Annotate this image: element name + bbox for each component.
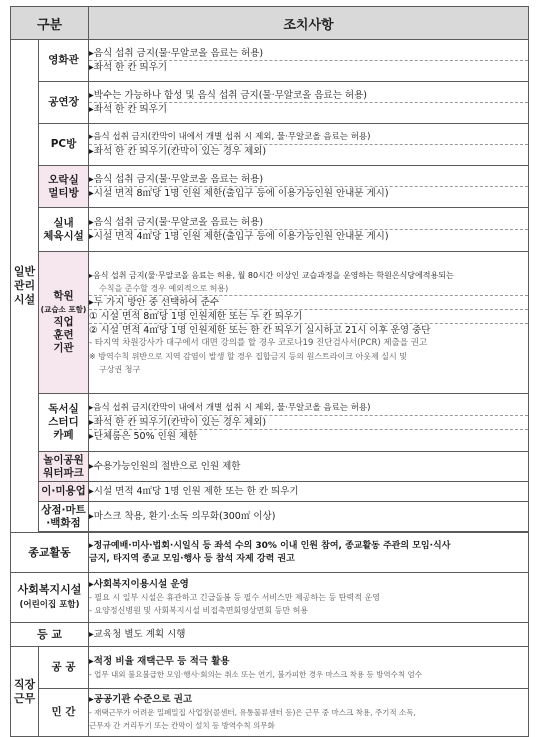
park-line: ▸수용가능인원의 절반으로 인원 제한 xyxy=(89,461,241,472)
venue-mart xyxy=(39,502,89,532)
row-mart xyxy=(11,502,529,532)
mart-name-2: ·백화점 xyxy=(46,516,81,529)
welfare-label-2: (어린이집 포함) xyxy=(19,600,80,610)
row-religion xyxy=(11,533,529,573)
row-pc-room xyxy=(11,124,529,166)
study-cafe-line-1: ▸음식 섭취 금지(칸막이 내에서 개별 섭취 시 제외, 물·무알코올 음료는 허용) xyxy=(89,403,371,413)
header-category: 구분 xyxy=(11,7,89,40)
academy-line-1b: 수칙을 준수할 경우 예외적으로 허용) xyxy=(99,284,229,293)
academy-name-1: 학원 xyxy=(53,290,74,302)
venue-study-cafe xyxy=(39,394,89,452)
row-academy xyxy=(11,252,529,394)
header-measures: 조치사항 xyxy=(89,7,529,40)
welfare-line-2: - 필요 시 일부 시설은 휴관하고 긴급돌봄 등 필수 서비스만 제공하는 등 탄력적 운영 xyxy=(89,593,380,602)
row-amusement-park xyxy=(11,452,529,482)
work-private-measures xyxy=(89,689,529,737)
academy-name-2: 직업 xyxy=(53,316,74,328)
venue-gym xyxy=(39,208,89,252)
arcade-line-1: ▸음식 섭취 금지(물·무알코올 음료는 허용) xyxy=(89,174,264,185)
venue-cinema: 영화관 xyxy=(39,40,89,82)
gym-measures xyxy=(89,208,529,252)
gym-line-1: ▸음식 섭취 금지(물·무알코올 음료는 허용) xyxy=(89,217,264,228)
row-work-public xyxy=(11,647,529,689)
religion-label: 종교활동 xyxy=(11,533,89,573)
venue-theater: 공연장 xyxy=(39,82,89,124)
work-public-label: 공 공 xyxy=(39,647,89,689)
pc-room-measures xyxy=(89,124,529,166)
academy-line-6b: 구상권 청구 xyxy=(99,365,141,374)
study-cafe-measures xyxy=(89,394,529,452)
arcade-line-2: ▸시설 면적 8㎡당 1명 인원 제한(출입구 등에 이용가능인원 안내문 게시) xyxy=(89,186,528,200)
school-label: 등 교 xyxy=(11,623,89,647)
work-public-line-1: ▸적정 비율 재택근무 등 적극 활용 xyxy=(89,655,230,667)
park-name-2: 워터파크 xyxy=(43,466,84,479)
welfare-line-3: - 요양정신병원 및 사회복지시설 비접촉면회영상면회 등만 허용 xyxy=(89,606,309,615)
cinema-line-2: ▸좌석 한 칸 띄우기 xyxy=(89,60,528,74)
academy-name-4: 기관 xyxy=(53,342,74,354)
academy-line-4: ② 시설 면적 4㎡당 1명 인원제한 또는 한 칸 띄우기 실시하고 21시 이후 운영 중단 xyxy=(89,323,528,337)
work-public-line-2: - 업무 내외 불요불급한 모임·행사·회의는 취소 또는 연기, 불가피한 경우 마스크 착용 등 방역수칙 엄수 xyxy=(89,669,423,679)
theater-line-2: ▸좌석 한 칸 띄우기 xyxy=(89,102,528,116)
row-cinema xyxy=(11,40,529,82)
general-label-3: 시설 xyxy=(13,293,36,306)
academy-line-6: ※ 방역수칙 위반으로 지역 감염이 발생 할 경우 집합금지 등의 원스트라이크 아웃제 실시 및 xyxy=(89,352,407,361)
theater-measures xyxy=(89,82,529,124)
study-cafe-name-2: 스터디 xyxy=(48,416,79,428)
pc-room-line-1: ▸음식 섭취 금지(칸막이 내에서 개별 섭취 시 제외, 물·무알코올 음료는 허용) xyxy=(89,132,371,142)
theater-line-1: ▸박수는 가능하나 함성 및 음식 섭취 금지(물·무알코올 음료는 허용) xyxy=(89,90,367,101)
venue-pc-room: PC방 xyxy=(39,124,89,166)
general-facilities-label xyxy=(11,40,39,533)
welfare-line-1: ▸사회복지이용시설 운영 xyxy=(89,579,189,590)
table-header-row xyxy=(11,7,529,40)
row-work-private xyxy=(11,689,529,737)
mart-measures xyxy=(89,502,529,532)
row-theater xyxy=(11,82,529,124)
academy-line-2: ▸두 가지 방안 중 선택하여 준수 xyxy=(89,295,528,309)
welfare-measures xyxy=(89,573,529,623)
work-label-2: 근무 xyxy=(13,691,36,705)
row-welfare xyxy=(11,573,529,623)
park-measures xyxy=(89,452,529,482)
general-label-1: 일반 xyxy=(13,265,36,278)
gym-name-1: 실내 xyxy=(53,216,74,229)
welfare-label xyxy=(11,573,89,623)
work-private-line-2: - 재택근무가 어려운 밀폐밀집 사업장(콜센터, 유통물류센터 등)은 근무 중 마스크 착용, 주기적 소독, xyxy=(89,708,416,717)
row-school xyxy=(11,623,529,647)
study-cafe-line-2: ▸좌석 한 칸 띄우기(칸막이 있는 경우 제외) xyxy=(89,415,528,429)
academy-line-5: - 타지역 차원강사가 대구에서 대면 강의를 할 경우 코로나19 진단검사서(PCR) 제출을 권고 xyxy=(89,338,428,348)
gym-line-2: ▸시설 면적 4㎡당 1명 인원 제한(출입구 등에 이용가능인원 안내문 게시) xyxy=(89,229,528,243)
row-barber xyxy=(11,482,529,502)
academy-line-3: ① 시설 면적 8㎡당 1명 인원제한 또는 두 칸 띄우기 xyxy=(89,309,528,323)
row-gym xyxy=(11,208,529,252)
venue-amusement-park xyxy=(39,452,89,482)
venue-barber: 이·미용업 xyxy=(39,482,89,502)
religion-measures xyxy=(89,533,529,573)
measures-table xyxy=(10,6,529,737)
row-arcade xyxy=(11,166,529,208)
work-private-label: 민 간 xyxy=(39,689,89,737)
welfare-label-1: 사회복지시설 xyxy=(17,583,82,596)
work-label xyxy=(11,647,39,737)
pc-room-line-2: ▸좌석 한 칸 띄우기(칸막이 있는 경우 제외) xyxy=(89,144,528,158)
cinema-line-1: ▸음식 섭취 금지(물·무알코올 음료는 허용) xyxy=(89,48,264,59)
school-line: ▸교육청 별도 계획 시행 xyxy=(89,629,186,640)
work-label-1: 직장 xyxy=(13,677,36,691)
work-private-line-1: ▸공공기관 수준으로 권고 xyxy=(89,694,193,705)
arcade-name-1: 오락실 xyxy=(48,173,79,186)
row-study-cafe xyxy=(11,394,529,452)
academy-measures xyxy=(89,252,529,394)
academy-name-3: 훈련 xyxy=(53,329,74,341)
school-measures xyxy=(89,623,529,647)
mart-name-1: 상점·마트 xyxy=(41,503,86,516)
study-cafe-name-1: 독서실 xyxy=(48,403,79,415)
venue-arcade xyxy=(39,166,89,208)
work-public-measures xyxy=(89,647,529,689)
religion-line-2: 금지, 타지역 종교 모임·행사 등 참석 자제 강력 권고 xyxy=(89,553,295,564)
arcade-measures xyxy=(89,166,529,208)
arcade-name-2: 멀티방 xyxy=(48,186,79,199)
study-cafe-name-3: 카페 xyxy=(53,429,74,441)
academy-line-1: ▸음식 섭취 금지(물·무알코올 음료는 허용, 월 80시간 이상인 교습과정을 운영하는 학원은식당에적용되는 xyxy=(89,271,454,280)
general-label-2: 관리 xyxy=(13,279,36,292)
barber-line: ▸시설 면적 4㎡당 1명 인원 제한 또는 한 칸 띄우기 xyxy=(89,486,299,497)
park-name-1: 놀이공원 xyxy=(43,453,84,466)
gym-name-2: 체육시설 xyxy=(43,229,84,242)
work-private-line-3: 근무자 간 거리두기 또는 칸막이 설치 등 방역수칙 의무화 xyxy=(89,721,275,730)
study-cafe-line-3: ▸단체룸은 50% 인원 제한 xyxy=(89,429,528,443)
academy-name-small: (교습소 포함) xyxy=(40,305,87,314)
mart-line: ▸마스크 착용, 환기·소독 의무화(300㎡ 이상) xyxy=(89,511,276,522)
cinema-measures xyxy=(89,40,529,82)
barber-measures xyxy=(89,482,529,502)
religion-line-1: ▸정규예배·미사·법회·시일식 등 좌석 수의 30% 이내 인원 참여, 종교활동 주관의 모임·식사 xyxy=(89,540,451,551)
venue-academy xyxy=(39,252,89,394)
